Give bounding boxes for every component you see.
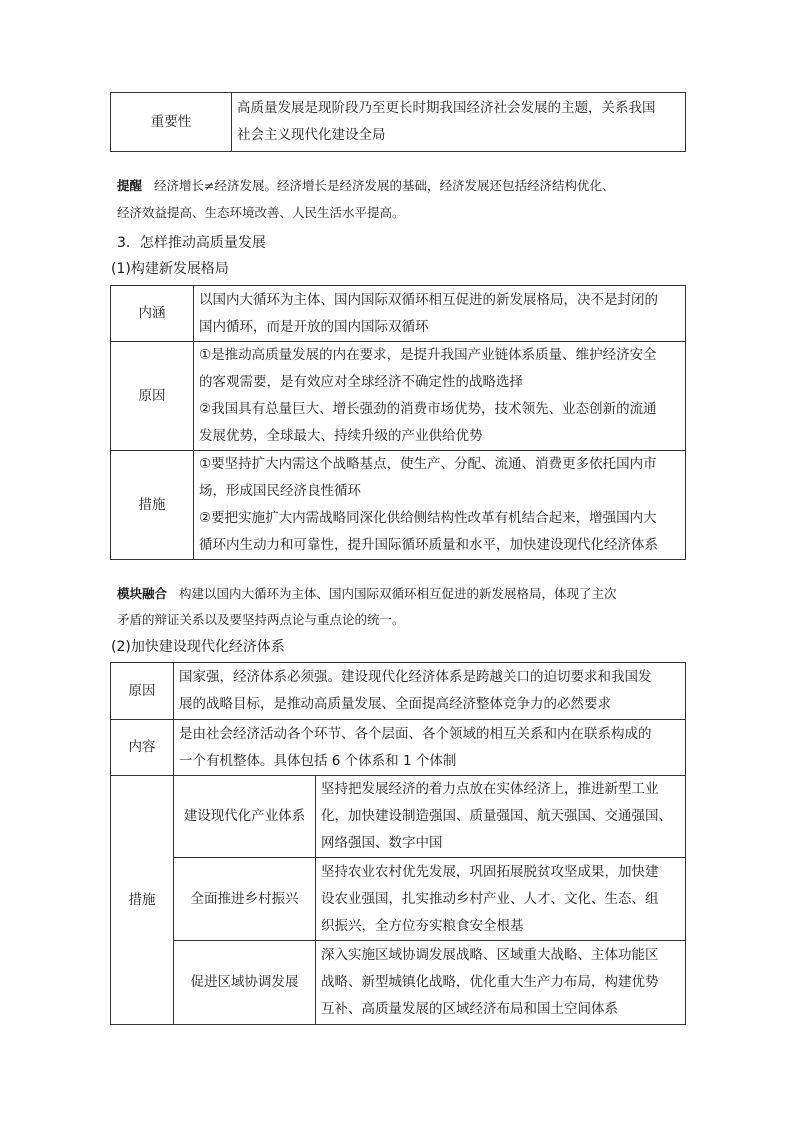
row-content-reason: ①是推动高质量发展的内在要求，是提升我国产业链体系质量、维护经济安全 的客观需要，是有效应对全球经济不确定性的战略选择 ②我国具有总量巨大、增长强劲的消费市场优势，技术领先、业态创新的流通 发展优势，全球最大、持续升级的产业供给优势 [194, 342, 686, 451]
row-content-connotation: 以国内大循环为主体、国内国际双循环相互促进的新发展格局，决不是封闭的 国内循环，而是开放的国内国际双循环 [194, 286, 686, 342]
measure-label-regional: 促进区域协调发展 [174, 941, 316, 1025]
section-3-title: 3．怎样推动高质量发展 [117, 235, 266, 251]
table-row [111, 776, 686, 858]
new-development-pattern-table [110, 285, 686, 560]
module-fusion-tag: 模块融合 [117, 586, 168, 601]
subsection-1-title: (1)构建新发展格局 [111, 261, 229, 277]
row-content-content: 是由社会经济活动各个环节、各个层面、各个领域的相互关系和内在联系构成的 一个有机整体。具体包括 6 个体系和 1 个体制 [174, 720, 686, 776]
row-content-importance: 高质量发展是现阶段乃至更长时期我国经济社会发展的主题，关系我国 社会主义现代化建设全局 [232, 93, 686, 152]
table-row [111, 858, 686, 941]
row-label-measures: 措施 [111, 451, 194, 560]
row-label-content: 内容 [111, 720, 174, 776]
row-label-importance: 重要性 [111, 93, 232, 152]
table-row [111, 663, 686, 720]
reminder-tag: 提醒 [117, 178, 143, 193]
importance-table [110, 92, 686, 152]
measure-content-industry: 坚持把发展经济的着力点放在实体经济上，推进新型工业 化，加快建设制造强国、质量强国、航天强国、交通强国、 网络强国、数字中国 [316, 776, 686, 858]
table-row [111, 451, 686, 560]
table-row [111, 342, 686, 451]
module-fusion-note: 模块融合 构建以国内大循环为主体、国内国际双循环相互促进的新发展格局，体现了主次 矛盾的辩证关系以及要坚持两点论与重点论的统一。 [117, 586, 617, 627]
row-label-reason: 原因 [111, 342, 194, 451]
subsection-2-title: (2)加快建设现代化经济体系 [111, 639, 285, 655]
measure-label-industry: 建设现代化产业体系 [174, 776, 316, 858]
modern-economic-system-table [110, 662, 686, 1025]
row-content-reason: 国家强，经济体系必须强。建设现代化经济体系是跨越关口的迫切要求和我国发 展的战略目标，是推动高质量发展、全面提高经济整体竞争力的必然要求 [174, 663, 686, 720]
table-row [111, 941, 686, 1025]
table-row [111, 720, 686, 776]
table-row [111, 286, 686, 342]
measure-content-regional: 深入实施区域协调发展战略、区域重大战略、主体功能区 战略、新型城镇化战略，优化重大生产力布局，构建优势 互补、高质量发展的区域经济布局和国土空间体系 [316, 941, 686, 1025]
row-content-measures: ①要坚持扩大内需这个战略基点，使生产、分配、流通、消费更多依托国内市 场，形成国民经济良性循环 ②要把实施扩大内需战略同深化供给侧结构性改革有机结合起来，增强国内大 循环内生动力和可靠性，提升国际循环质量和水平，加快建设现代化经济体系 [194, 451, 686, 560]
row-label-reason: 原因 [111, 663, 174, 720]
row-label-measures: 措施 [111, 776, 174, 1025]
table-row [111, 93, 686, 152]
row-label-connotation: 内涵 [111, 286, 194, 342]
measure-label-rural: 全面推进乡村振兴 [174, 858, 316, 941]
measure-content-rural: 坚持农业农村优先发展，巩固拓展脱贫攻坚成果，加快建 设农业强国，扎实推动乡村产业、人才、文化、生态、组 织振兴，全方位夯实粮食安全根基 [316, 858, 686, 941]
reminder-note: 提醒 经济增长≠经济发展。经济增长是经济发展的基础，经济发展还包括经济结构优化、 经济效益提高、生态环境改善、人民生活水平提高。 [117, 178, 615, 220]
